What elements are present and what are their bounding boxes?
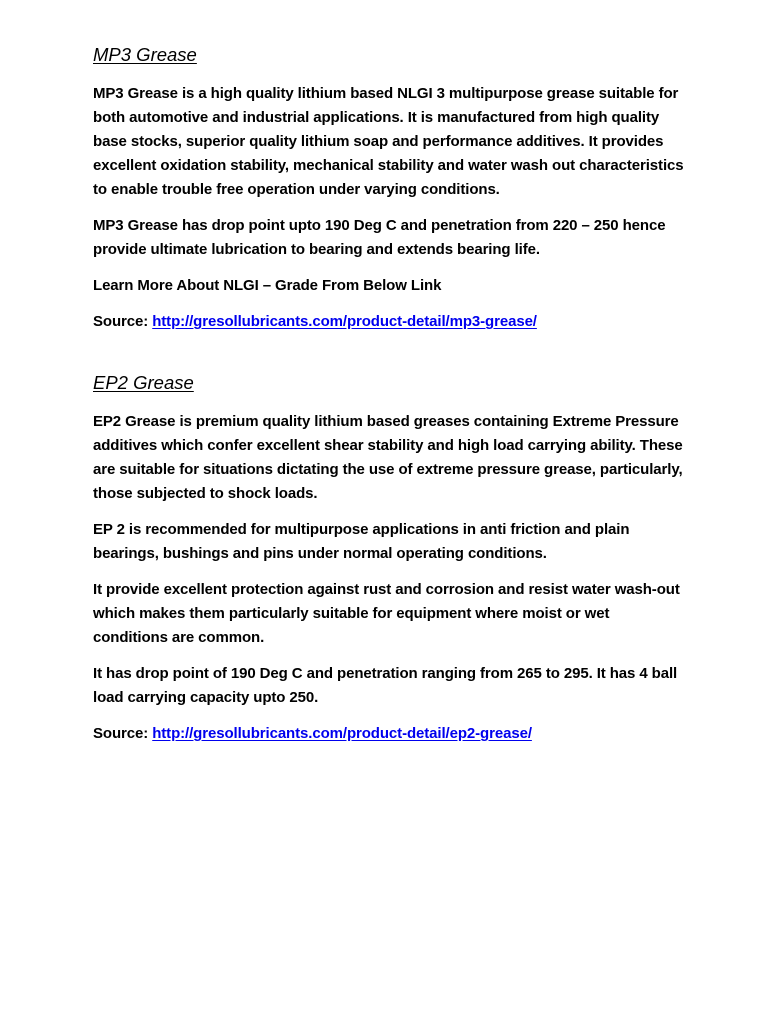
ep2-source-link[interactable]: http://gresollubricants.com/product-detail/ep2-grease/ (152, 725, 532, 742)
ep2-heading: EP2 Grease (93, 372, 194, 393)
mp3-section (93, 42, 688, 334)
ep2-paragraph-drop-point: It has drop point of 190 Deg C and penetration ranging from 265 to 295. It has 4 ball load carrying capacity upto 250. (93, 665, 678, 706)
ep2-section (93, 370, 688, 746)
ep2-paragraph-description: EP2 Grease is premium quality lithium based greases containing Extreme Pressure additives which confer excellent shear stability and high load carrying ability. These are suitable for situations dictating the use of extreme pressure grease, particularly, those subjected to shock loads. (93, 413, 683, 502)
mp3-source-line (93, 310, 688, 334)
ep2-source-label: Source: (93, 725, 153, 742)
mp3-heading: MP3 Grease (93, 44, 197, 65)
mp3-paragraph-description: MP3 Grease is a high quality lithium based NLGI 3 multipurpose grease suitable for both automotive and industrial applications. It is manufactured from high quality base stocks, superior quality lithium soap and performance additives. It provides excellent oxidation stability, mechanical stability and water wash out characteristics to enable trouble free operation under varying conditions. (93, 85, 684, 198)
ep2-source-line (93, 722, 688, 746)
ep2-paragraph-applications: EP 2 is recommended for multipurpose applications in anti friction and plain bearings, bushings and pins under normal operating conditions. (93, 521, 630, 562)
mp3-paragraph-learn-more: Learn More About NLGI – Grade From Below Link (93, 277, 442, 294)
mp3-source-label: Source: (93, 313, 153, 330)
mp3-source-link[interactable]: http://gresollubricants.com/product-detail/mp3-grease/ (152, 313, 537, 330)
ep2-paragraph-protection: It provide excellent protection against rust and corrosion and resist water wash-out which makes them particularly suitable for equipment where moist or wet conditions are common. (93, 581, 680, 646)
mp3-paragraph-drop-point: MP3 Grease has drop point upto 190 Deg C and penetration from 220 – 250 hence provide ultimate lubrication to bearing and extends bearing life. (93, 217, 666, 258)
